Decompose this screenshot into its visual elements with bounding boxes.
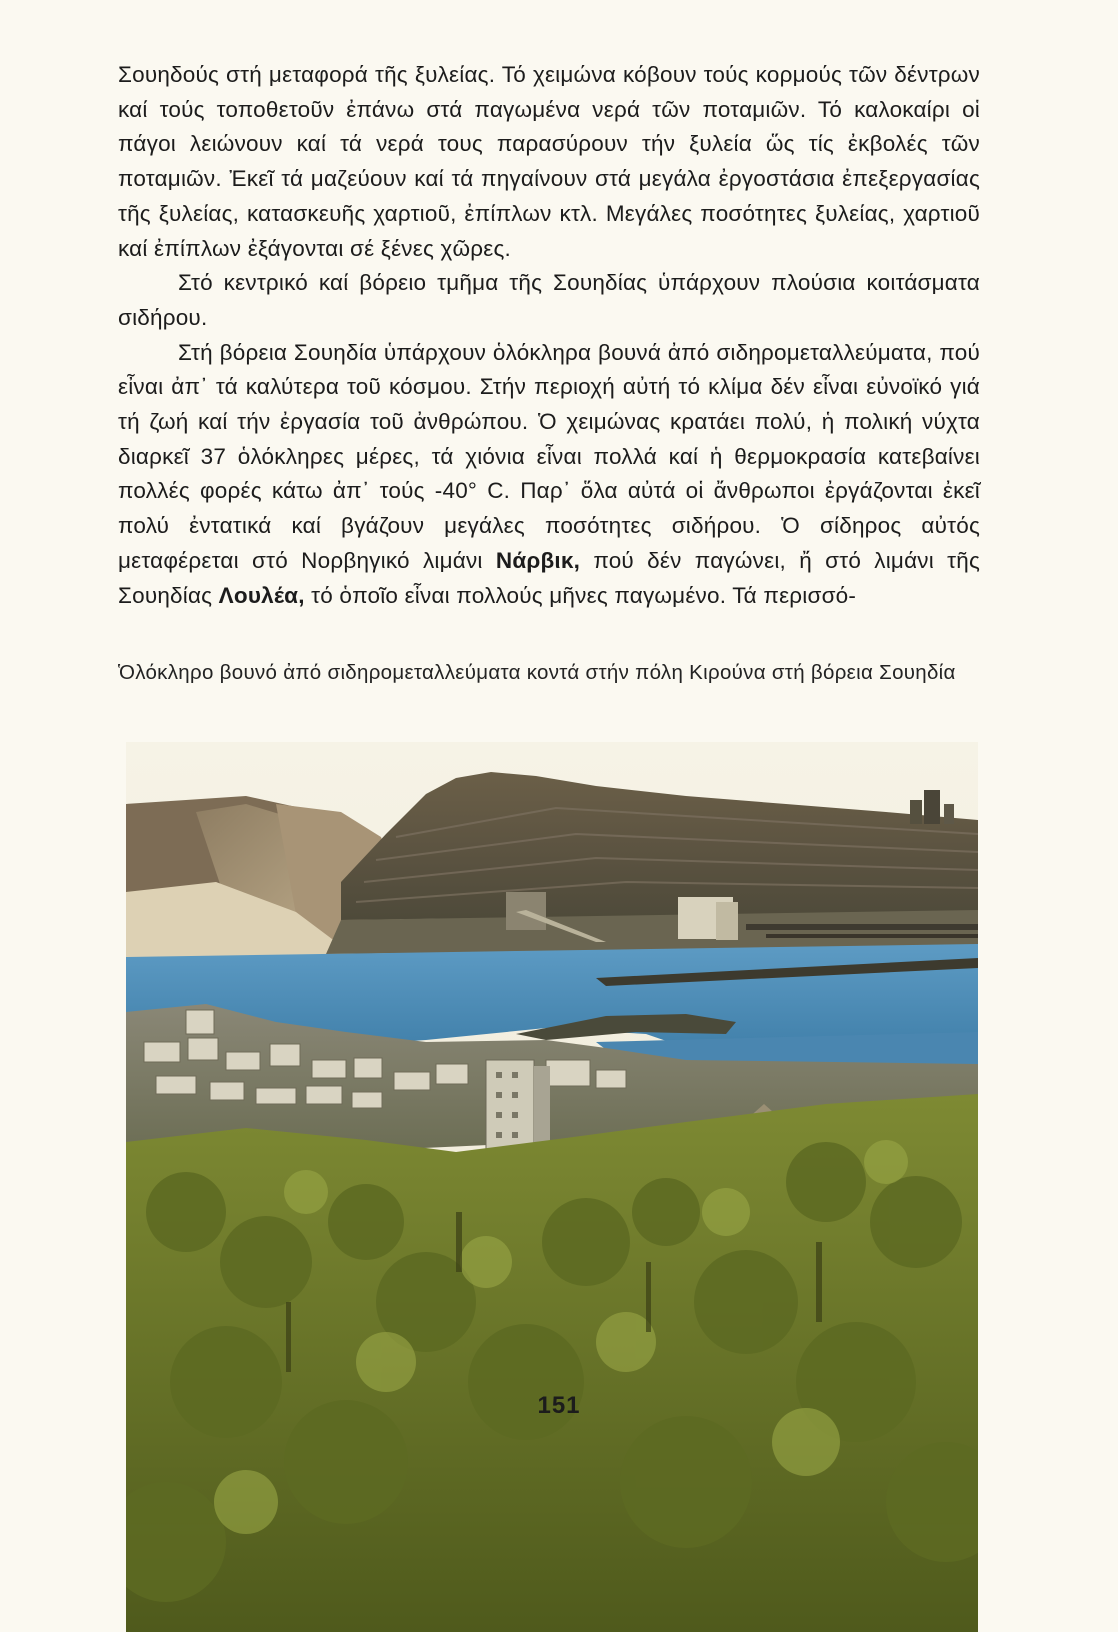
photo-caption: Ὁλόκληρο βουνό ἀπό σιδηρομεταλλεύματα κοντά στήν πόλη Κιρούνα στή βόρεια Σουηδία: [118, 661, 956, 684]
narvik-bold-term: Νάρβικ,: [495, 547, 581, 573]
paragraph-3-part-3: τό ὁποῖο εἶναι πολλούς μῆνες παγωμένο. Τά περισσό-: [311, 582, 857, 608]
kiruna-photo: [126, 742, 978, 1632]
paragraph-2: Στό κεντρικό καί βόρειο τμῆμα τῆς Σουηδίας ὑπάρχουν πλούσια κοιτάσματα σιδήρου.: [118, 270, 980, 330]
kiruna-landscape-illustration: [126, 742, 978, 1632]
paragraph-3-part-1: Στή βόρεια Σουηδία ὑπάρχουν ὁλόκληρα βουνά ἀπό σιδηρομεταλλεύματα, πού εἶναι ἀπ᾽ τά καλύτερα τοῦ κόσμου. Στήν περιοχή αὐτή τό κλίμα δέν εἶναι εὐνοϊκό γιά τή ζωή καί τήν ἐργασία τοῦ ἀνθρώπου. Ὁ χειμώνας κρατάει πολύ, ἡ πολική νύχτα διαρκεῖ 37 ὁλόκληρες μέρες, τά χιόνια εἶναι πολλά καί ἡ θερμοκρασία κατεβαίνει πολλές φορές κάτω ἀπ᾽ τούς -40° C. Παρ᾽ ὅλα αὐτά οἱ ἄνθρωποι ἐργάζονται ἐκεῖ πολύ ἐντατικά καί βγάζουν μεγάλες ποσότητες σιδήρου. Ὁ σίδηρος αὐτός μεταφέρεται στό Νορβηγικό λιμάνι: [118, 339, 980, 573]
paragraph-3: [118, 336, 980, 614]
page-number: 151: [537, 1392, 581, 1419]
lulea-bold-term: Λουλέα,: [218, 582, 305, 608]
body-text: [118, 58, 980, 613]
paragraph-1: Σουηδούς στή μεταφορά τῆς ξυλείας. Τό χειμώνα κόβουν τούς κορμούς τῶν δέντρων καί τούς τοποθετοῦν ἐπάνω στά παγωμένα νερά τῶν ποταμιῶν. Τό καλοκαίρι οἱ πάγοι λειώνουν καί τά νερά τους παρασύρουν τήν ξυλεία ὥς τίς ἐκβολές τῶν ποταμιῶν. Ἐκεῖ τά μαζεύουν καί τά πηγαίνουν στά μεγάλα ἐργοστάσια ἐπεξεργασίας τῆς ξυλείας, κατασκευῆς χαρτιοῦ, ἐπίπλων κτλ. Μεγάλες ποσότητες ξυλείας, χαρτιοῦ καί ἐπίπλων ἐξάγονται σέ ξένες χῶρες.: [118, 62, 980, 261]
paragraph-3-part-2: πού δέν παγώνει, ἤ στό λιμάνι τῆς Σουηδίας: [118, 547, 981, 608]
